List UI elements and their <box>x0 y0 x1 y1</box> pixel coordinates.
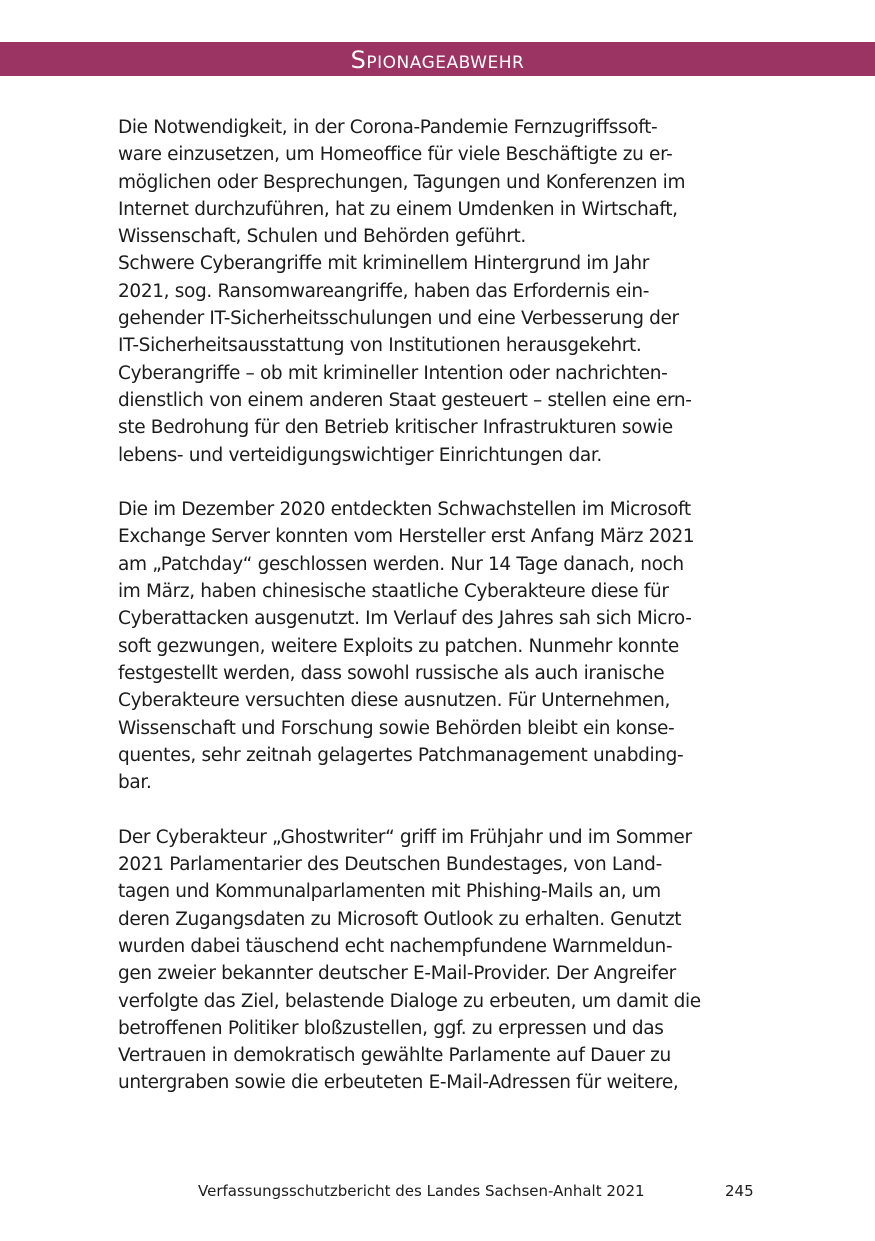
text-line: Die Notwendigkeit, in der Corona-Pandemie Fernzugriffssoft- <box>118 117 658 138</box>
text-line: ware einzusetzen, um Homeoffice für viele Beschäftigte zu er- <box>118 144 673 166</box>
text-line: im März, haben chinesische staatliche Cyberakteure diese für <box>118 581 669 603</box>
text-line: wurden dabei täuschend echt nachempfundene Warnmeldun- <box>118 935 673 957</box>
text-line: Die im Dezember 2020 entdeckten Schwachstellen im Microsoft <box>118 499 691 521</box>
main-text <box>118 114 778 1097</box>
text-line: Wissenschaft und Forschung sowie Behörden bleibt ein konse- <box>118 717 675 739</box>
section-title: Spionageabwehr <box>350 46 525 74</box>
text-line: lebens- und verteidigungswichtiger Einrichtungen dar. <box>118 444 602 466</box>
text-line: 2021, sog. Ransomwareangriffe, haben das Erfordernis ein- <box>118 280 650 302</box>
text-line: untergraben sowie die erbeuteten E-Mail-Adressen für weitere, <box>118 1072 679 1094</box>
paragraph-spacer <box>118 469 778 496</box>
text-line: Cyberattacken ausgenutzt. Im Verlauf des Jahres sah sich Micro- <box>118 608 692 630</box>
paragraph-spacer <box>118 796 778 823</box>
paragraph-3 <box>118 824 778 1097</box>
text-line: deren Zugangsdaten zu Microsoft Outlook zu erhalten. Genutzt <box>118 908 682 930</box>
text-line: IT-Sicherheitsausstattung von Institutionen herausgekehrt. <box>118 335 642 357</box>
text-line: festgestellt werden, dass sowohl russische als auch iranische <box>118 662 665 684</box>
text-line: Cyberangriffe – ob mit krimineller Intention oder nachrichten- <box>118 362 668 384</box>
text-line: soft gezwungen, weitere Exploits zu patchen. Nunmehr konnte <box>118 635 679 657</box>
text-line: gehender IT-Sicherheitsschulungen und eine Verbesserung der <box>118 308 679 330</box>
text-line: Schwere Cyberangriffe mit kriminellem Hintergrund im Jahr <box>118 253 649 275</box>
text-line: 2021 Parlamentarier des Deutschen Bundestages, von Land- <box>118 854 662 876</box>
text-line: verfolgte das Ziel, belastende Dialoge zu erbeuten, um damit die <box>118 990 701 1012</box>
text-line: betroffenen Politiker bloßzustellen, ggf. zu erpressen und das <box>118 1017 664 1039</box>
text-line: am „Patchday“ geschlossen werden. Nur 14 Tage danach, noch <box>118 553 684 575</box>
text-line: Der Cyberakteur „Ghostwriter“ griff im Frühjahr und im Sommer <box>118 826 692 848</box>
paragraph-2 <box>118 496 778 796</box>
text-line: quentes, sehr zeitnah gelagertes Patchmanagement unabding- <box>118 744 684 766</box>
text-line: tagen und Kommunalparlamenten mit Phishing-Mails an, um <box>118 881 661 903</box>
text-line: dienstlich von einem anderen Staat gesteuert – stellen eine ern- <box>118 389 692 411</box>
text-line: Vertrauen in demokratisch gewählte Parlamente auf Dauer zu <box>118 1045 671 1067</box>
text-line: Wissenschaft, Schulen und Behörden geführt. <box>118 226 526 248</box>
text-line: ste Bedrohung für den Betrieb kritischer Infrastrukturen sowie <box>118 417 673 439</box>
text-line: bar. <box>118 772 152 794</box>
paragraph-1 <box>118 114 778 469</box>
text-line: möglichen oder Besprechungen, Tagungen und Konferenzen im <box>118 171 686 193</box>
footer-publication-title: Verfassungsschutzbericht des Landes Sachsen-Anhalt 2021 <box>198 1182 645 1200</box>
text-line: Cyberakteure versuchten diese ausnutzen. Für Unternehmen, <box>118 690 670 712</box>
text-line: gen zweier bekannter deutscher E-Mail-Provider. Der Angreifer <box>118 963 676 985</box>
text-line: Exchange Server konnten vom Hersteller erst Anfang März 2021 <box>118 526 695 548</box>
page-number: 245 <box>725 1182 754 1200</box>
text-line: Internet durchzuführen, hat zu einem Umdenken in Wirtschaft, <box>118 198 678 220</box>
